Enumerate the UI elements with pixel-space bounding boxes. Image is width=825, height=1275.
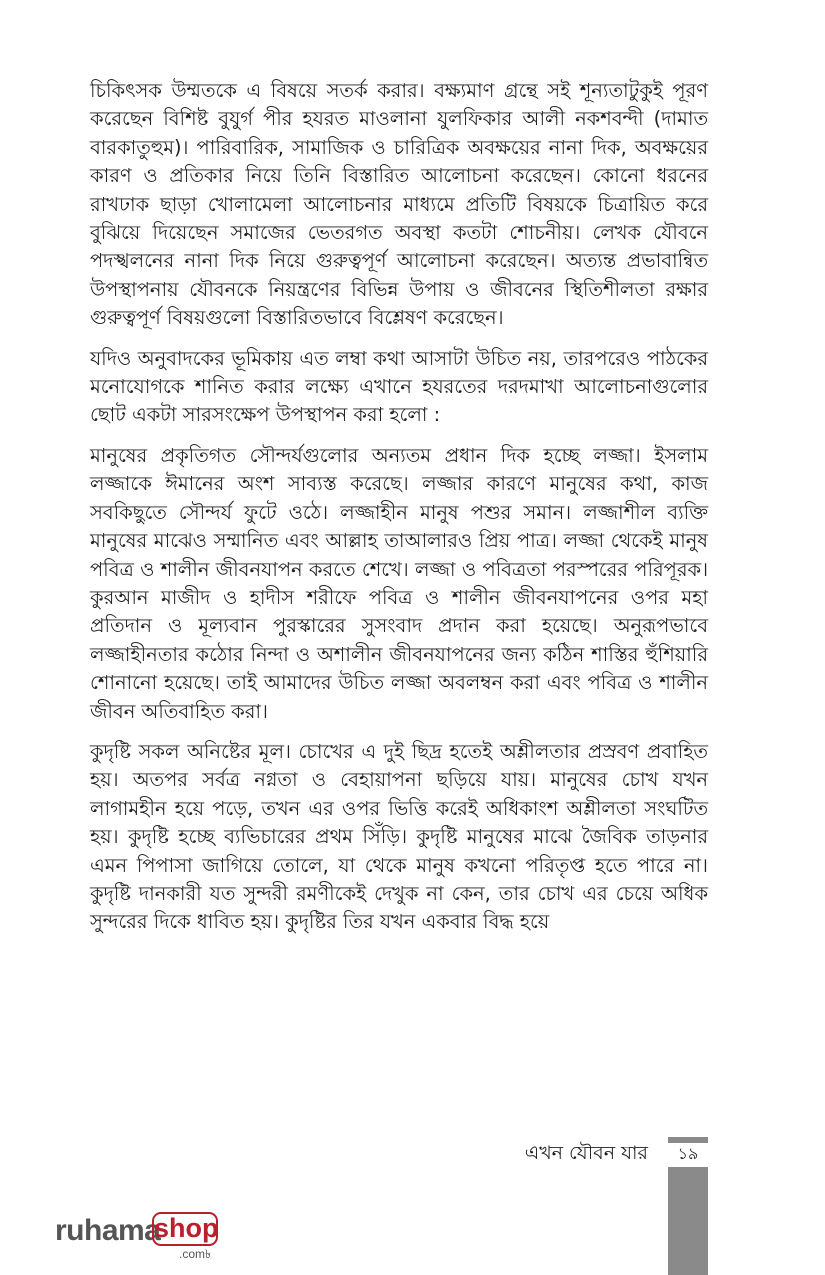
paragraph-2: যদিও অনুবাদকের ভূমিকায় এত লম্বা কথা আসাটা উচিত নয়, তারপরেও পাঠকের মনোযোগকে শানিত করার লক্ষ্যে এখানে হযরতের দরদমাখা আলোচনাগুলোর ছোট একটা সারসংক্ষেপ উপস্থাপন করা হলো : xyxy=(90,346,708,427)
page-body xyxy=(90,77,708,949)
logo-shop-badge: shop xyxy=(152,1212,218,1246)
page-number-tab xyxy=(668,1137,708,1275)
page-number: ১৯ xyxy=(668,1141,708,1167)
logo-domain: .com৳ xyxy=(179,1247,211,1261)
paragraph-4: কুদৃষ্টি সকল অনিষ্টের মূল। চোখের এ দুই ছিদ্র হতেই অশ্লীলতার প্রস্রবণ প্রবাহিত হয়। অতপর সর্বত্র নগ্নতা ও বেহায়াপনা ছড়িয়ে যায়। মানুষের চোখ যখন লাগামহীন হয়ে পড়ে, তখন এর ওপর ভিত্তি করেই অধিকাংশ অশ্লীলতা সংঘটিত হয়। কুদৃষ্টি হচ্ছে ব্যভিচারের প্রথম সিঁড়ি। কুদৃষ্টি মানুষের মাঝে জৈবিক তাড়নার এমন পিপাসা জাগিয়ে তোলে, যা থেকে মানুষ কখনো পরিতৃপ্ত হতে পারে না। কুদৃষ্টি দানকারী যত সুন্দরী রমণীকেই দেখুক না কেন, তার চোখ এর চেয়ে অধিক সুন্দরের দিকে ধাবিত হয়। কুদৃষ্টির তির যখন একবার বিদ্ধ হয়ে xyxy=(90,739,708,934)
paragraph-1: চিকিৎসক উম্মতকে এ বিষয়ে সতর্ক করার। বক্ষ্যমাণ গ্রন্থে সই শূন্যতাটুকুই পূরণ করেছেন বিশিষ্ট বুযুর্গ পীর হযরত মাওলানা যুলফিকার আলী নকশবন্দী (দামাত বারকাতুহুম)। পারিবারিক, সামাজিক ও চারিত্রিক অবক্ষয়ের নানা দিক, অবক্ষয়ের কারণ ও প্রতিকার নিয়ে তিনি বিস্তারিত আলোচনা করেছেন। কোনো ধরনের রাখঢাক ছাড়া খোলামেলা আলোচনার মাধ্যমে প্রতিটি বিষয়কে চিত্রায়িত করে বুঝিয়ে দিয়েছেন সমাজের ভেতরগত অবস্থা কতটা শোচনীয়। লেখক যৌবনে পদস্খলনের নানা দিক নিয়ে গুরুত্বপূর্ণ আলোচনা করেছেন। অত্যন্ত প্রভাবান্বিত উপস্থাপনায় যৌবনকে নিয়ন্ত্রণের বিভিন্ন উপায় ও জীবনের স্থিতিশীলতা রক্ষার গুরুত্বপূর্ণ বিষয়গুলো বিস্তারিতভাবে বিশ্লেষণ করেছেন। xyxy=(90,79,708,330)
paragraph-3: মানুষের প্রকৃতিগত সৌন্দর্যগুলোর অন্যতম প্রধান দিক হচ্ছে লজ্জা। ইসলাম লজ্জাকে ঈমানের অংশ সাব্যস্ত করেছে। লজ্জার কারণে মানুষের কথা, কাজ সবকিছুতে সৌন্দর্য ফুটে ওঠে। লজ্জাহীন মানুষ পশুর সমান। লজ্জাশীল ব্যক্তি মানুষের মাঝেও সম্মানিত এবং আল্লাহ তাআলারও প্রিয় পাত্র। লজ্জা থেকেই মানুষ পবিত্র ও শালীন জীবনযাপন করতে শেখে। লজ্জা ও পবিত্রতা পরস্পরের পরিপূরক। কুরআন মাজীদ ও হাদীস শরীফে পবিত্র ও শালীন জীবনযাপনের ওপর মহা প্রতিদান ও মূল্যবান পুরস্কারের সুসংবাদ প্রদান করা হয়েছে। অনুরূপভাবে লজ্জাহীনতার কঠোর নিন্দা ও অশালীন জীবনযাপনের জন্য কঠিন শাস্তির হুঁশিয়ারি শোনানো হয়েছে। তাই আমাদের উচিত লজ্জা অবলম্বন করা এবং পবিত্র ও শালীন জীবন অতিবাহিত করা। xyxy=(90,443,708,723)
logo-wordmark: ruhama xyxy=(55,1214,161,1247)
running-footer-book-title: এখন যৌবন যার xyxy=(524,1142,648,1164)
